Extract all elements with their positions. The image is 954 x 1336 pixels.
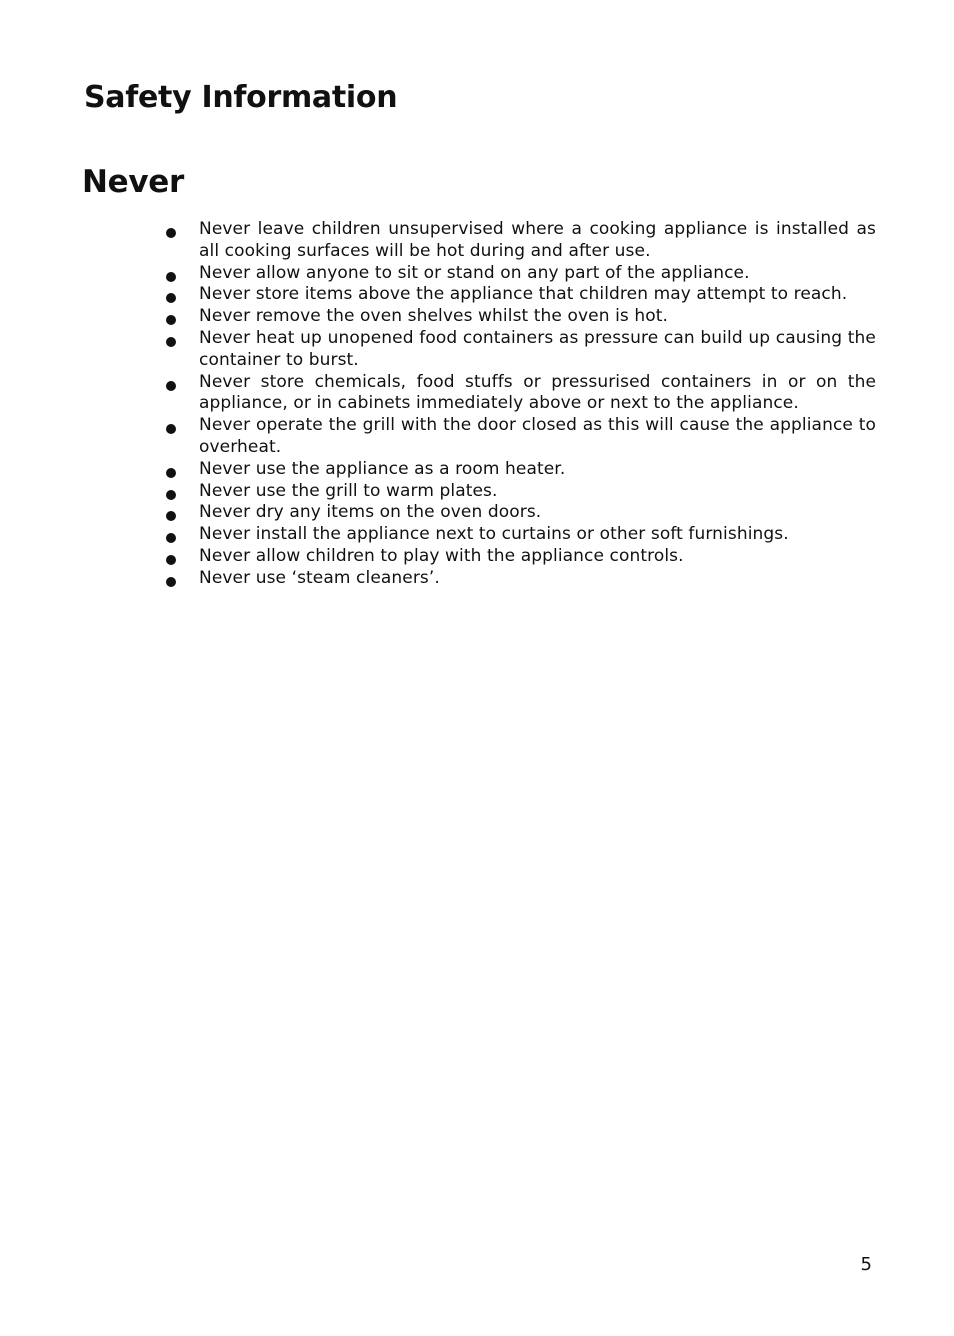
bullet-icon xyxy=(164,524,199,546)
list-item xyxy=(164,284,876,306)
list-item xyxy=(164,481,876,503)
list-item-text: Never operate the grill with the door closed as this will cause the appliance to overheat. xyxy=(199,415,876,457)
list-item xyxy=(164,568,876,590)
list-item xyxy=(164,328,876,372)
list-item xyxy=(164,459,876,481)
list-item-text: Never dry any items on the oven doors. xyxy=(199,502,542,523)
list-item xyxy=(164,372,876,416)
bullet-icon xyxy=(164,284,199,306)
bullet-icon xyxy=(164,219,199,241)
list-item xyxy=(164,524,876,546)
list-item xyxy=(164,219,876,263)
never-list xyxy=(164,219,876,590)
list-item-text: Never store items above the appliance that children may attempt to reach. xyxy=(199,284,848,305)
bullet-icon xyxy=(164,459,199,481)
bullet-icon xyxy=(164,372,199,394)
list-item-text: Never allow anyone to sit or stand on any part of the appliance. xyxy=(199,262,750,283)
bullet-icon xyxy=(164,306,199,328)
list-item-text: Never allow children to play with the appliance controls. xyxy=(199,545,684,566)
list-item-text: Never heat up unopened food containers as pressure can build up causing the container to burst. xyxy=(199,327,876,370)
list-item-text: Never store chemicals, food stuffs or pressurised containers in or on the appliance, or in cabinets immediately above or next to the appliance. xyxy=(199,371,876,414)
list-item-text: Never use ‘steam cleaners’. xyxy=(199,567,440,588)
bullet-icon xyxy=(164,502,199,524)
list-item xyxy=(164,306,876,328)
page-title: Safety Information xyxy=(84,80,398,115)
section-heading-never: Never xyxy=(82,164,184,200)
list-item xyxy=(164,263,876,285)
list-item xyxy=(164,415,876,459)
list-item-text: Never leave children unsupervised where a cooking appliance is installed as all cooking surfaces will be hot during and after use. xyxy=(199,219,876,261)
page-number: 5 xyxy=(860,1254,872,1275)
list-item xyxy=(164,502,876,524)
bullet-icon xyxy=(164,481,199,503)
list-item-text: Never install the appliance next to curtains or other soft furnishings. xyxy=(199,524,789,545)
bullet-icon xyxy=(164,546,199,568)
list-item-text: Never use the grill to warm plates. xyxy=(199,480,498,501)
list-item-text: Never remove the oven shelves whilst the oven is hot. xyxy=(199,306,669,327)
bullet-icon xyxy=(164,328,199,350)
bullet-icon xyxy=(164,415,199,437)
list-item xyxy=(164,546,876,568)
bullet-icon xyxy=(164,568,199,590)
list-item-text: Never use the appliance as a room heater. xyxy=(199,458,566,479)
bullet-icon xyxy=(164,263,199,285)
